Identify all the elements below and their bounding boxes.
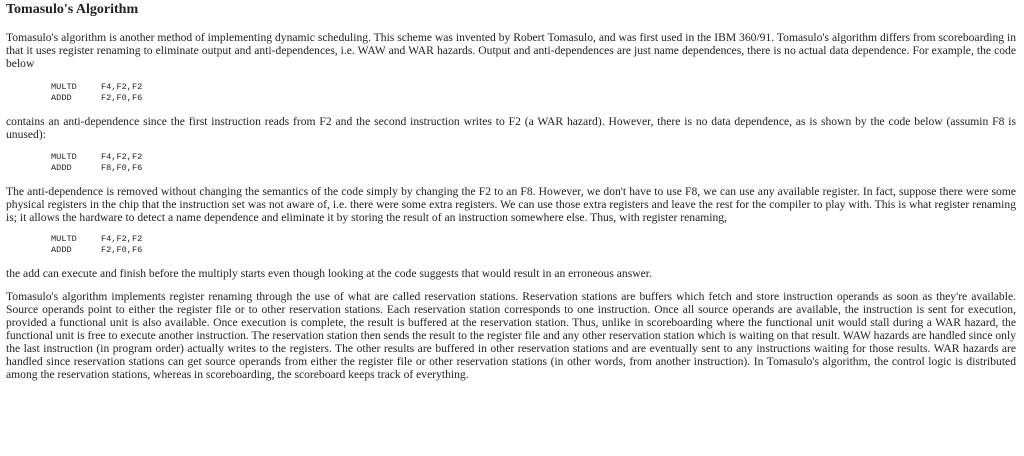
code-opcode: ADDD <box>51 245 72 255</box>
code-opcode: MULTD <box>51 82 77 92</box>
code-line <box>51 152 1016 163</box>
code-opcode: ADDD <box>51 93 72 103</box>
code-block <box>51 152 1016 174</box>
code-line <box>51 163 1016 174</box>
intro-paragraph: Tomasulo's algorithm is another method of implementing dynamic scheduling. This scheme was invented by Robert Tomasulo, and was first used in the IBM 360/91. Tomasulo's algorithm differs from scoreboarding in that it uses register renaming to eliminate output and anti-dependences, i.e. WAW and WAR hazards. Output and anti-dependences are just name dependences, there is no actual data dependence. For example, the code below <box>6 31 1016 70</box>
code-line <box>51 93 1016 104</box>
code-opcode: MULTD <box>51 234 77 244</box>
code-operands: F4,F2,F2 <box>101 234 143 244</box>
anti-dependence-paragraph: contains an anti-dependence since the first instruction reads from F2 and the second instruction writes to F2 (a WAR hazard). However, there is no data dependence, as is shown by the code below (assumin F8 is unused): <box>6 115 1016 141</box>
page-title: Tomasulo's Algorithm <box>6 2 139 17</box>
add-execute-paragraph: the add can execute and finish before the multiply starts even though looking at the code suggests that would result in an erroneous answer. <box>6 267 652 280</box>
code-line <box>51 245 1016 256</box>
reservation-stations-paragraph: Tomasulo's algorithm implements register renaming through the use of what are called reservation stations. Reservation stations are buffers which fetch and store instruction operands as soon as they're available. Source operands point to either the register file or to other reservation stations. Each reservation station corresponds to one instruction. Once all source operands are available, the instruction is sent for execution, provided a functional unit is also available. Once execution is complete, the result is buffered at the reservation station. Thus, unlike in scoreboarding where the functional unit would stall during a WAR hazard, the functional unit is free to execute another instruction. The reservation station then sends the result to the register file and any other reservation station which is waiting on that result. WAW hazards are handled since only the last instruction (in program order) actually writes to the registers. The other results are buffered in other reservation stations and are eventually sent to any instructions waiting for those results. WAR hazards are handled since reservation stations can get source operands from either the register file or other reservation stations (in other words, from another instruction). In Tomasulo's algorithm, the control logic is distributed among the reservation stations, whereas in scoreboarding, the scoreboard keeps track of everything. <box>6 290 1016 381</box>
code-opcode: MULTD <box>51 152 77 162</box>
code-operands: F8,F0,F6 <box>101 163 143 173</box>
renaming-paragraph: The anti-dependence is removed without changing the semantics of the code simply by changing the F2 to an F8. However, we don't have to use F8, we can use any available register. In fact, suppose there were some physical registers in the chip that the instruction set was not aware of, i.e. there were some extra registers. We can use those extra registers and leave the rest for the compiler to play with. This is what register renaming is; it allows the hardware to detect a name dependence and eliminate it by storing the result of an instruction somewhere else. Thus, with register renaming, <box>6 185 1016 224</box>
code-block <box>51 234 1016 256</box>
code-operands: F2,F0,F6 <box>101 245 143 255</box>
code-line <box>51 82 1016 93</box>
code-block <box>51 82 1016 104</box>
code-operands: F4,F2,F2 <box>101 82 143 92</box>
code-line <box>51 234 1016 245</box>
code-opcode: ADDD <box>51 163 72 173</box>
code-operands: F2,F0,F6 <box>101 93 143 103</box>
code-operands: F4,F2,F2 <box>101 152 143 162</box>
